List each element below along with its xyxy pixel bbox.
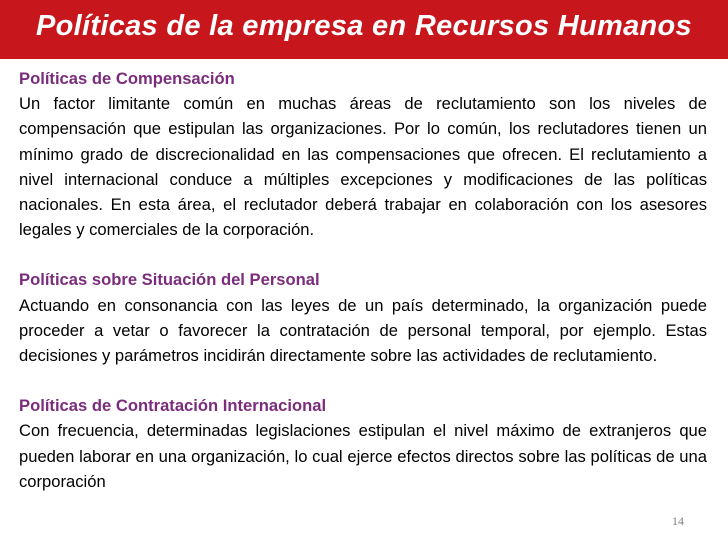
section-heading: Políticas de Contratación Internacional bbox=[19, 396, 327, 416]
page-number: 14 bbox=[672, 514, 684, 528]
section-body: Con frecuencia, determinadas legislaciones estipulan el nivel máximo de extranjeros que pueden laborar en una organización, lo cual ejerce efectos directos sobre las políticas de una corporación bbox=[19, 421, 707, 491]
section-body: Un factor limitante común en muchas áreas de reclutamiento son los niveles de compensación que estipulan las organizaciones. Por lo común, los reclutadores tienen un mínimo grado de discrecionalidad en las compensaciones que ofrecen. El reclutamiento a nivel internacional conduce a múltiples excepciones y modificaciones de las políticas nacionales. En esta área, el reclutador deberá trabajar en colaboración con los asesores legales y comerciales de la corporación. bbox=[19, 94, 707, 240]
title-bar bbox=[0, 0, 728, 62]
section-situacion-personal bbox=[19, 267, 707, 368]
slide-title: Políticas de la empresa en Recursos Humanos bbox=[36, 10, 692, 42]
section-body: Actuando en consonancia con las leyes de un país determinado, la organización puede proceder a vetar o favorecer la contratación de personal temporal, por ejemplo. Estas decisiones y parámetros incidirán directamente sobre las actividades de reclutamiento. bbox=[19, 295, 707, 366]
section-heading: Políticas sobre Situación del Personal bbox=[19, 270, 320, 290]
slide-content bbox=[19, 66, 707, 494]
section-compensacion bbox=[19, 66, 707, 242]
section-contratacion-internacional bbox=[19, 393, 707, 494]
section-heading: Políticas de Compensación bbox=[19, 69, 235, 88]
